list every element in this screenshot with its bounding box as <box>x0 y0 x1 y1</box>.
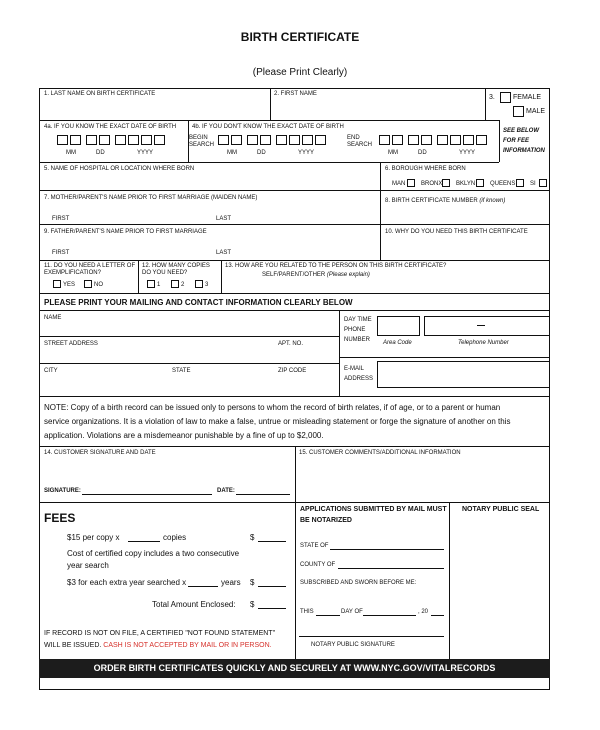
notary-signature-label: NOTARY PUBLIC SIGNATURE <box>311 642 395 648</box>
begin-yyyy-box-3[interactable] <box>302 135 313 145</box>
exemplification-yes-checkbox[interactable] <box>53 280 61 288</box>
state-of-line[interactable] <box>330 549 444 550</box>
begin-yyyy-box-2[interactable] <box>289 135 300 145</box>
zip-label: ZIP CODE <box>278 368 307 374</box>
email-label: E-MAIL <box>344 366 365 372</box>
borough-bklyn-label: BKLYN <box>456 181 476 187</box>
last-name-label: 1. LAST NAME ON BIRTH CERTIFICATE <box>44 91 156 97</box>
extra-year-label: $3 for each extra year searched x <box>67 578 187 587</box>
mother-last-label: LAST <box>216 216 232 222</box>
borough-queens-checkbox[interactable] <box>516 179 524 187</box>
notarized-note-1: APPLICATIONS SUBMITTED BY MAIL MUST <box>300 506 447 513</box>
hospital-label: 5. NAME OF HOSPITAL OR LOCATION WHERE BORN <box>44 166 195 172</box>
per-copy-label: $15 per copy x <box>67 533 120 542</box>
borough-bronx-checkbox[interactable] <box>442 179 450 187</box>
borough-bronx-label: BRONX <box>421 181 443 187</box>
date-line[interactable] <box>236 494 290 495</box>
father-name-label: 9. FATHER/PARENT'S NAME PRIOR TO FIRST MARRIAGE <box>44 229 207 235</box>
dob-yyyy-box-3[interactable] <box>141 135 152 145</box>
begin-yyyy-label: YYYY <box>298 150 315 156</box>
day-of-label: DAY OF <box>341 609 363 615</box>
cert-number-text: 8. BIRTH CERTIFICATE NUMBER <box>385 198 478 204</box>
relationship-explain: (Please explain) <box>326 272 370 278</box>
month-line[interactable] <box>363 615 416 616</box>
signature-label: SIGNATURE: <box>44 488 81 494</box>
borough-man-checkbox[interactable] <box>407 179 415 187</box>
copies-1-checkbox[interactable] <box>147 280 155 288</box>
borough-bklyn-checkbox[interactable] <box>476 179 484 187</box>
relationship-self-text: SELF/PARENT/OTHER <box>262 272 326 278</box>
total-label: Total Amount Enclosed: <box>152 600 236 609</box>
year-line[interactable] <box>431 615 444 616</box>
copies-count-line[interactable] <box>128 541 160 542</box>
years-word: years <box>221 578 241 587</box>
exemplification-no-checkbox[interactable] <box>84 280 92 288</box>
extra-year-amount-line[interactable] <box>258 586 286 587</box>
first-name-label: 2. FIRST NAME <box>274 91 317 97</box>
male-checkbox[interactable] <box>513 106 524 117</box>
year-prefix-label: , 20 <box>418 609 429 615</box>
end-yyyy-box-1[interactable] <box>437 135 448 145</box>
begin-dd-box-1[interactable] <box>247 135 258 145</box>
exemplification-label: 11. DO YOU NEED A LETTER OF EXEMPLIFICATION? <box>44 263 136 276</box>
state-of-label: STATE OF <box>300 543 329 549</box>
copies-3-checkbox[interactable] <box>195 280 203 288</box>
note-line-3: application. Violations are a misdemeanor punishable by a fine of up to $2,000. <box>44 431 324 440</box>
end-mm-box-2[interactable] <box>392 135 403 145</box>
father-first-label: FIRST <box>52 250 70 256</box>
end-dd-label: DD <box>418 150 427 156</box>
phone-number-input[interactable] <box>424 316 550 336</box>
day-line[interactable] <box>316 615 340 616</box>
end-search-label: END SEARCH <box>347 135 373 148</box>
order-banner[interactable] <box>39 659 550 678</box>
exact-dob-label: 4a. IF YOU KNOW THE EXACT DATE OF BIRTH <box>44 124 177 130</box>
mother-first-label: FIRST <box>52 216 70 222</box>
city-label: CITY <box>44 368 58 374</box>
per-copy-amount-line[interactable] <box>258 541 286 542</box>
form-subtitle: (Please Print Clearly) <box>252 67 348 78</box>
begin-mm-box-1[interactable] <box>218 135 229 145</box>
exemplification-yes-label: YES <box>63 282 76 288</box>
borough-si-label: SI <box>530 181 536 187</box>
dob-yyyy-box-2[interactable] <box>128 135 139 145</box>
note-line-2: service organizations. It is a violation of law to make a false, untrue or misleading statement or forge the signature of another on this <box>44 417 511 426</box>
not-found-issued: WILL BE ISSUED. <box>44 642 102 649</box>
borough-queens-label: QUEENS <box>490 181 516 187</box>
begin-dd-label: DD <box>257 150 266 156</box>
not-found-line-2 <box>44 642 272 650</box>
dob-mm-box-1[interactable] <box>57 135 68 145</box>
number-label: NUMBER <box>344 337 371 343</box>
dob-mm-box-2[interactable] <box>70 135 81 145</box>
apt-label: APT. NO. <box>278 341 304 347</box>
area-code-input[interactable] <box>377 316 420 336</box>
begin-mm-label: MM <box>227 150 237 156</box>
unknown-dob-label: 4b. IF YOU DON'T KNOW THE EXACT DATE OF BIRTH <box>192 124 344 130</box>
cash-warning: CASH IS NOT ACCEPTED BY MAIL OR IN PERSON. <box>103 642 272 649</box>
copies-word: copies <box>163 533 187 542</box>
county-of-label: COUNTY OF <box>300 562 336 568</box>
end-dd-box-2[interactable] <box>421 135 432 145</box>
sex-label: 3. <box>489 94 495 101</box>
note-line-1: NOTE: Copy of a birth record can be issued only to persons to whom the record of birth relates, if of age, or to a parent or human <box>44 403 501 412</box>
dob-yyyy-box-4[interactable] <box>154 135 165 145</box>
cost-note-2: year search <box>67 561 109 570</box>
end-yyyy-box-4[interactable] <box>476 135 487 145</box>
dob-dd-box-1[interactable] <box>86 135 97 145</box>
notarized-note-2: BE NOTARIZED <box>300 517 352 524</box>
cert-number-label <box>385 198 505 205</box>
male-label: MALE <box>526 108 546 115</box>
begin-search-label: BEGIN SEARCH <box>189 135 215 148</box>
email-input[interactable] <box>377 361 550 388</box>
total-dollar: $ <box>250 600 255 609</box>
end-yyyy-label: YYYY <box>459 150 476 156</box>
notary-seal-label: NOTARY PUBLIC SEAL <box>462 506 540 513</box>
state-label: STATE <box>172 368 191 374</box>
copies-3-label: 3 <box>205 282 209 288</box>
extra-year-dollar: $ <box>250 578 255 587</box>
mailing-name-label: NAME <box>44 315 62 321</box>
copies-2-checkbox[interactable] <box>171 280 179 288</box>
mm-label: MM <box>66 150 76 156</box>
form-title: BIRTH CERTIFICATE <box>240 30 360 44</box>
fees-heading: FEES <box>44 511 76 525</box>
relationship-self-label <box>262 272 370 279</box>
extra-years-line[interactable] <box>188 586 218 587</box>
cost-note-1: Cost of certified copy includes a two consecutive <box>67 549 240 558</box>
father-last-label: LAST <box>216 250 232 256</box>
subscribed-label: SUBSCRIBED AND SWORN BEFORE ME: <box>300 580 417 586</box>
dd-label: DD <box>96 150 105 156</box>
see-below-note: SEE BELOW FOR FEE INFORMATION <box>503 128 545 154</box>
mailing-heading: PLEASE PRINT YOUR MAILING AND CONTACT INFORMATION CLEARLY BELOW <box>44 298 353 307</box>
borough-man-label: MAN <box>392 181 406 187</box>
copies-label: 12. HOW MANY COPIES DO YOU NEED? <box>142 263 210 276</box>
end-mm-label: MM <box>388 150 398 156</box>
email-address-label: ADDRESS <box>344 376 374 382</box>
copies-2-label: 2 <box>181 282 185 288</box>
signature-section-label: 14. CUSTOMER SIGNATURE AND DATE <box>44 450 156 456</box>
female-checkbox[interactable] <box>500 92 511 103</box>
begin-yyyy-box-1[interactable] <box>276 135 287 145</box>
mother-name-label: 7. MOTHER/PARENT'S NAME PRIOR TO FIRST MARRIAGE (MAIDEN NAME) <box>44 195 258 201</box>
begin-mm-box-2[interactable] <box>231 135 242 145</box>
yyyy-label: YYYY <box>137 150 154 156</box>
dob-yyyy-box-1[interactable] <box>115 135 126 145</box>
relationship-label: 13. HOW ARE YOU RELATED TO THE PERSON ON THIS BIRTH CERTIFICATE? <box>225 263 447 269</box>
not-found-line-1: IF RECORD IS NOT ON FILE, A CERTIFIED "NOT FOUND STATEMENT" <box>44 630 276 637</box>
cert-number-if-known: (if known) <box>479 198 506 204</box>
order-banner-text: ORDER BIRTH CERTIFICATES QUICKLY AND SECURELY AT WWW.NYC.GOV/VITALRECORDS <box>93 663 496 673</box>
date-label: DATE: <box>217 488 235 494</box>
area-code-label: Area Code <box>383 340 412 346</box>
end-yyyy-box-2[interactable] <box>450 135 461 145</box>
total-amount-line[interactable] <box>258 608 286 609</box>
dob-dd-box-2[interactable] <box>99 135 110 145</box>
signature-line[interactable] <box>82 494 212 495</box>
this-label: THIS <box>300 609 314 615</box>
end-yyyy-box-3[interactable] <box>463 135 474 145</box>
notary-signature-line[interactable] <box>299 636 444 637</box>
female-label: FEMALE <box>513 94 542 101</box>
street-label: STREET ADDRESS <box>44 341 98 347</box>
day-label: DAY TIME <box>344 317 372 323</box>
why-need-label: 10. WHY DO YOU NEED THIS BIRTH CERTIFICATE <box>385 229 528 235</box>
begin-dd-box-2[interactable] <box>260 135 271 145</box>
phone-label: PHONE <box>344 327 366 333</box>
copies-1-label: 1 <box>157 282 161 288</box>
borough-label: 6. BOROUGH WHERE BORN <box>385 166 466 172</box>
county-of-line[interactable] <box>338 568 444 569</box>
end-mm-box-1[interactable] <box>379 135 390 145</box>
comments-label: 15. CUSTOMER COMMENTS/ADDITIONAL INFORMATION <box>299 450 461 456</box>
begin-yyyy-box-4[interactable] <box>315 135 326 145</box>
telephone-number-label: Telephone Number <box>458 340 509 346</box>
exemplification-no-label: NO <box>94 282 103 288</box>
borough-si-checkbox[interactable] <box>539 179 547 187</box>
per-copy-dollar: $ <box>250 533 255 542</box>
end-dd-box-1[interactable] <box>408 135 419 145</box>
